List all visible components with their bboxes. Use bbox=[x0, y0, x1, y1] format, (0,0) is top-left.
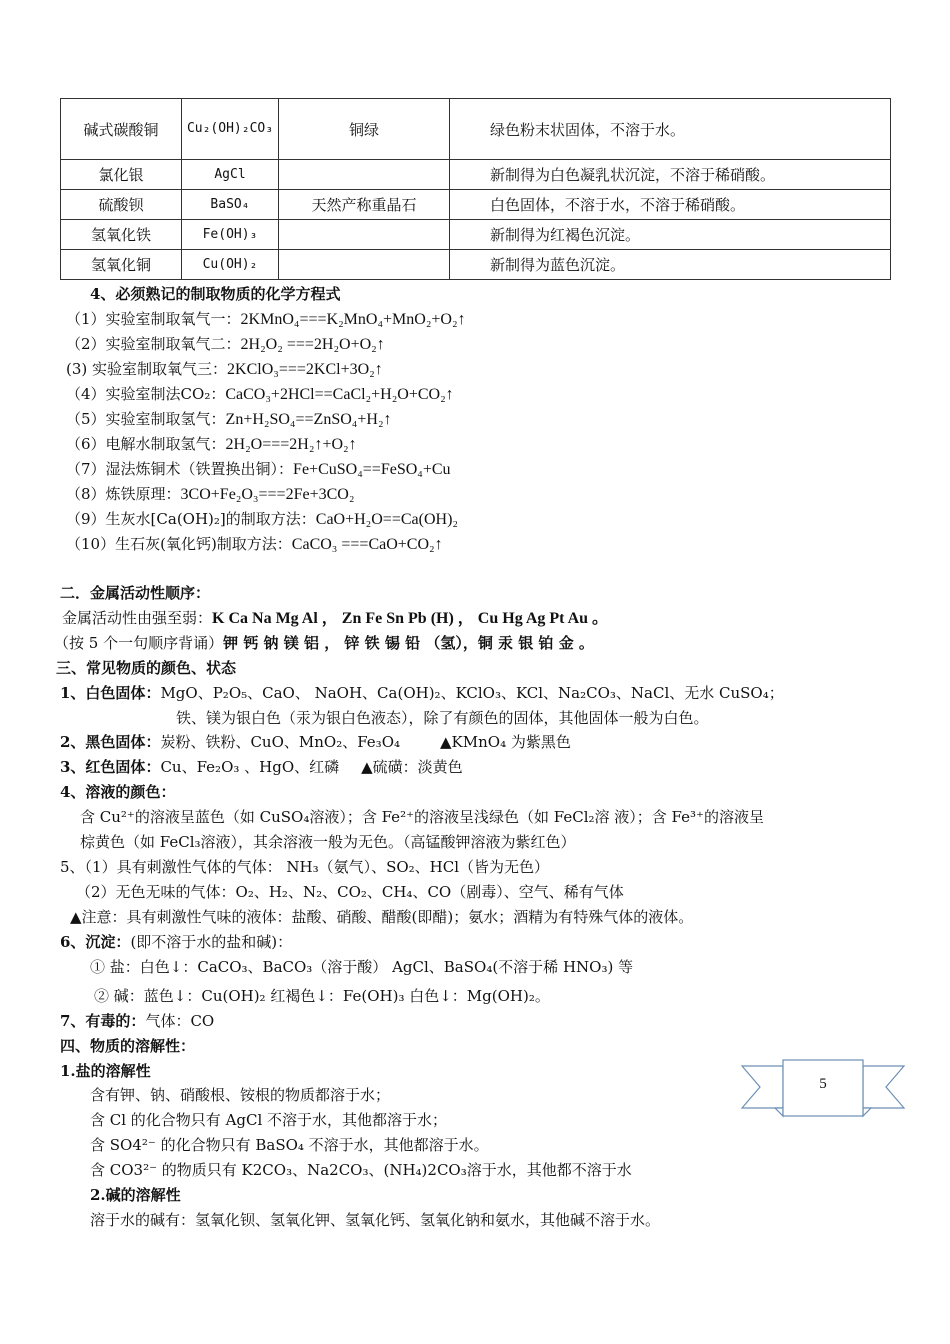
table-row bbox=[61, 160, 891, 190]
common-name: 铜绿 bbox=[279, 99, 450, 160]
precipitates-heading: 6、沉淀：(即不溶于水的盐和碱)： bbox=[60, 933, 293, 951]
base-solubility-heading: 2.碱的溶解性 bbox=[90, 1186, 181, 1204]
metal-activity-heading: 二．金属活动性顺序： bbox=[60, 584, 211, 602]
red-solids: 3、红色固体：Cu、Fe₂O₃ 、HgO、红磷 ▲硫磺：淡黄色 bbox=[60, 758, 463, 776]
common-name bbox=[279, 220, 450, 250]
substance-description: 新制得为白色凝乳状沉淀，不溶于稀硝酸。 bbox=[450, 160, 891, 190]
salt-solubility-line: 含 CO3²⁻ 的物质只有 K2CO₃、Na2CO₃、(NH₄)2CO₃溶于水，其他都不溶于水 bbox=[90, 1161, 632, 1179]
base-solubility-line: 溶于水的碱有：氢氧化钡、氢氧化钾、氢氧化钙、氢氧化钠和氨水，其他碱不溶于水。 bbox=[90, 1211, 661, 1229]
equation-item: （6）电解水制取氢气：2H₂O===2H₂↑+O₂↑ bbox=[66, 435, 357, 453]
table-row bbox=[61, 220, 891, 250]
equation-item: （1）实验室制取氧气一：2KMnO₄===K₂MnO₄+MnO₂+O₂↑ bbox=[66, 310, 466, 328]
colors-heading: 三、常见物质的颜色、状态 bbox=[56, 659, 237, 677]
substance-description: 白色固体，不溶于水，不溶于稀硝酸。 bbox=[450, 190, 891, 220]
equation-item: （2）实验室制取氧气二：2H₂O₂ ===2H₂O+O₂↑ bbox=[66, 335, 385, 353]
substance-formula: BaSO₄ bbox=[182, 190, 279, 220]
white-solids: 1、白色固体：MgO、P₂O₅、CaO、 NaOH、Ca(OH)₂、KClO₃、KCl、Na₂CO₃、NaCl、无水 CuSO₄； bbox=[60, 684, 784, 702]
table-row bbox=[61, 99, 891, 160]
solution-colors-heading: 4、溶液的颜色： bbox=[60, 783, 176, 801]
salt-solubility-line: 含有钾、钠、硝酸根、铵根的物质都溶于水； bbox=[90, 1086, 391, 1104]
precipitates-bases: ② 碱：蓝色↓：Cu(OH)₂ 红褐色↓：Fe(OH)₃ 白色↓：Mg(OH)₂。 bbox=[94, 987, 550, 1005]
equation-item: （5）实验室制取氢气：Zn+H₂SO₄==ZnSO₄+H₂↑ bbox=[66, 410, 392, 428]
equation-item: （10）生石灰(氧化钙)制取方法：CaCO₃ ===CaO+CO₂↑ bbox=[66, 535, 443, 553]
equation-item: （4）实验室制法CO₂：CaCO₃+2HCl==CaCl₂+H₂O+CO₂↑ bbox=[66, 385, 454, 403]
metal-activity-line: 金属活动性由强至弱：K Ca Na Mg Al ， Zn Fe Sn Pb (H) ， Cu Hg Ag Pt Au 。 bbox=[62, 609, 609, 627]
table-row bbox=[61, 190, 891, 220]
gases-irritating: 5、（1）具有刺激性气体的气体： NH₃（氨气）、SO₂、HCl（皆为无色） bbox=[60, 858, 550, 876]
salt-solubility-line: 含 Cl 的化合物只有 AgCl 不溶于水，其他都溶于水； bbox=[90, 1111, 448, 1129]
substance-name: 硫酸钡 bbox=[61, 190, 182, 220]
equation-item: （7）湿法炼铜术（铁置换出铜）：Fe+CuSO₄==FeSO₄+Cu bbox=[66, 460, 451, 478]
precipitates-salts: ① 盐：白色↓：CaCO₃、BaCO₃（溶于酸） AgCl、BaSO₄(不溶于稀 HNO₃) 等 bbox=[90, 958, 634, 976]
metal-activity-mnemonic: （按 5 个一句顺序背诵）钾 钙 钠 镁 铝 ， 锌 铁 锡 铅 （氢），铜 汞 银 铂 金 。 bbox=[54, 634, 594, 652]
substance-description: 绿色粉末状固体，不溶于水。 bbox=[450, 99, 891, 160]
substance-description: 新制得为红褐色沉淀。 bbox=[450, 220, 891, 250]
substance-formula: Cu(OH)₂ bbox=[182, 250, 279, 280]
page-number: 5 bbox=[819, 1076, 827, 1092]
white-solids-note: 铁、镁为银白色（汞为银白色液态），除了有颜色的固体，其他固体一般为白色。 bbox=[176, 709, 709, 727]
solubility-heading: 四、物质的溶解性： bbox=[60, 1037, 196, 1055]
common-name bbox=[279, 160, 450, 190]
substance-name: 碱式碳酸铜 bbox=[61, 99, 182, 160]
equation-item: (3) 实验室制取氧气三：2KClO₃===2KCl+3O₂↑ bbox=[66, 360, 383, 378]
common-name bbox=[279, 250, 450, 280]
equation-item: （8）炼铁原理：3CO+Fe₂O₃===2Fe+3CO₂ bbox=[66, 485, 355, 503]
table-row bbox=[61, 250, 891, 280]
substance-name: 氯化银 bbox=[61, 160, 182, 190]
common-name: 天然产称重晶石 bbox=[279, 190, 450, 220]
substance-name: 氢氧化铜 bbox=[61, 250, 182, 280]
equations-heading: 4、必须熟记的制取物质的化学方程式 bbox=[90, 285, 341, 303]
salt-solubility-heading: 1.盐的溶解性 bbox=[60, 1062, 151, 1080]
toxic-substances: 7、有毒的：气体：CO bbox=[60, 1012, 215, 1030]
solution-colors-line: 棕黄色（如 FeCl₃溶液），其余溶液一般为无色。（高锰酸钾溶液为紫红色） bbox=[80, 833, 576, 851]
solution-colors-line: 含 Cu²⁺的溶液呈蓝色（如 CuSO₄溶液）；含 Fe²⁺的溶液呈浅绿色（如 FeCl₂溶 液）；含 Fe³⁺的溶液呈 bbox=[80, 808, 764, 826]
gases-odorless: （2）无色无味的气体：O₂、H₂、N₂、CO₂、CH₄、CO（剧毒）、空气、稀有气体 bbox=[76, 883, 624, 901]
substance-formula: AgCl bbox=[182, 160, 279, 190]
salt-solubility-line: 含 SO4²⁻ 的化合物只有 BaSO₄ 不溶于水，其他都溶于水。 bbox=[90, 1136, 489, 1154]
substance-description: 新制得为蓝色沉淀。 bbox=[450, 250, 891, 280]
equation-item: （9）生灰水[Ca(OH)₂]的制取方法：CaO+H₂O==Ca(OH)₂ bbox=[66, 510, 458, 528]
substance-formula: Fe(OH)₃ bbox=[182, 220, 279, 250]
black-solids: 2、黑色固体：炭粉、铁粉、CuO、MnO₂、Fe₃O₄ ▲KMnO₄ 为紫黑色 bbox=[60, 733, 571, 751]
substance-formula: Cu₂(OH)₂CO₃ bbox=[182, 99, 279, 160]
substance-table bbox=[60, 98, 891, 280]
liquids-note: ▲注意：具有刺激性气味的液体：盐酸、硝酸、醋酸(即醋)；氨水；酒精为有特殊气体的液体。 bbox=[70, 908, 694, 926]
substance-name: 氢氧化铁 bbox=[61, 220, 182, 250]
